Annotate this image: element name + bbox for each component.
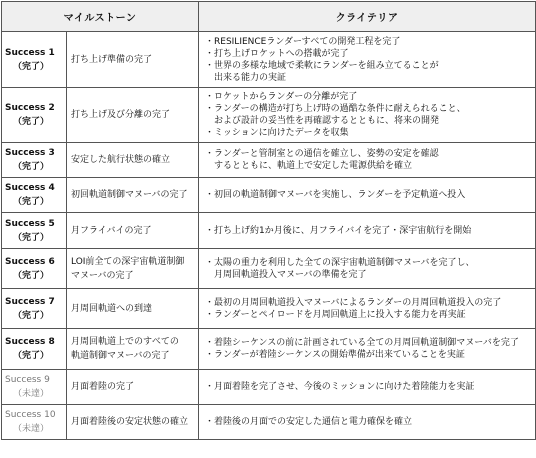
criteria-item: ・ランダーが着陸シーケンスの開始準備が出来ていることを実証 — [205, 350, 465, 360]
success-level-cell — [2, 143, 67, 178]
criteria-cell — [199, 329, 536, 370]
milestone-text: LOI前全ての深宇宙軌道制御 — [71, 256, 185, 267]
milestone-text: 初回軌道制御マヌーバの完了 — [71, 190, 188, 200]
success-level-cell — [2, 405, 67, 440]
criteria-item: ・月面着陸を完了させ、今後のミッションに向けた着陸能力を実証 — [205, 382, 475, 392]
status-badge: （完了） — [13, 270, 50, 281]
status-badge: （完了） — [13, 162, 50, 172]
status-badge: （完了） — [13, 232, 50, 243]
table-row — [2, 249, 536, 289]
milestone-text: 安定した航行状態の確立 — [71, 155, 171, 165]
milestone-cell — [67, 370, 199, 405]
criteria-column-header: クライテリア — [199, 2, 536, 32]
criteria-item: ・打ち上げロケットへの搭載が完了 — [205, 48, 349, 59]
success-level-label: Success 7 — [5, 296, 55, 307]
criteria-cell — [199, 249, 536, 289]
success-level-cell — [2, 289, 67, 329]
status-badge: （未達） — [13, 424, 50, 434]
success-level-label: Success 5 — [5, 218, 55, 229]
success-level-cell — [2, 88, 67, 143]
milestone-cell — [67, 213, 199, 249]
table-row — [2, 88, 536, 143]
status-badge: （未達） — [13, 389, 50, 399]
criteria-cell — [199, 405, 536, 440]
criteria-item: ・打ち上げ約1か月後に、月フライバイを完了・深宇宙航行を開始 — [205, 225, 472, 236]
success-level-cell — [2, 213, 67, 249]
success-level-label: Success 1 — [5, 47, 55, 58]
status-badge: （完了） — [13, 310, 50, 321]
criteria-item: ・太陽の重力を利用した全ての深宇宙軌道制御マヌーバを完了し、 — [205, 257, 475, 268]
milestone-cell — [67, 329, 199, 370]
table-row — [2, 289, 536, 329]
criteria-item: および設計の妥当性を再確認するとともに、将来の開発 — [214, 116, 440, 126]
status-badge: （完了） — [13, 351, 50, 361]
status-badge: （完了） — [13, 197, 50, 207]
criteria-cell — [199, 178, 536, 213]
success-level-cell — [2, 32, 67, 88]
table-row — [2, 32, 536, 88]
milestone-text: マヌーバの完了 — [71, 270, 134, 281]
criteria-item: ・着陸後の月面での安定した通信と電力確保を確立 — [205, 417, 413, 427]
table-row — [2, 370, 536, 405]
criteria-item: するとともに、軌道上で安定した電源供給を確立 — [214, 161, 413, 171]
milestone-text: 月面着陸の完了 — [71, 382, 135, 392]
success-level-label: Success 3 — [5, 148, 55, 158]
criteria-item: ・RESILIENCEランダーすべての開発工程を完了 — [205, 36, 401, 47]
milestone-text: 月面着陸後の安定状態の確立 — [71, 417, 189, 427]
table-header-row — [2, 2, 536, 32]
success-level-label: Success 2 — [5, 103, 55, 113]
milestone-text: 月周回軌道上でのすべての — [71, 337, 179, 347]
success-level-cell — [2, 370, 67, 405]
milestone-text: 打ち上げ準備の完了 — [71, 54, 153, 65]
milestone-column-header: マイルストーン — [2, 2, 199, 32]
criteria-cell — [199, 213, 536, 249]
success-level-label: Success 6 — [5, 256, 55, 267]
milestone-text: 月フライバイの完了 — [71, 225, 152, 236]
milestone-cell — [67, 143, 199, 178]
milestone-cell — [67, 289, 199, 329]
success-level-cell — [2, 178, 67, 213]
success-level-label: Success 8 — [5, 337, 55, 347]
success-level-cell — [2, 329, 67, 370]
table-body — [2, 32, 536, 440]
milestone-text: 打ち上げ及び分離の完了 — [71, 110, 171, 120]
criteria-cell — [199, 370, 536, 405]
table-row — [2, 329, 536, 370]
success-level-label: Success 10 — [5, 410, 56, 420]
milestone-cell — [67, 249, 199, 289]
criteria-cell — [199, 88, 536, 143]
milestone-criteria-table — [1, 1, 536, 440]
criteria-item: ・ランダーとペイロードを月周回軌道上に投入する能力を再実証 — [205, 309, 466, 320]
table-row — [2, 143, 536, 178]
criteria-item: ・ミッションに向けたデータを収集 — [205, 128, 349, 138]
criteria-cell — [199, 289, 536, 329]
table-row — [2, 405, 536, 440]
status-badge: （完了） — [13, 117, 50, 127]
status-badge: （完了） — [13, 61, 50, 72]
criteria-item: ・最初の月周回軌道投入マヌーバによるランダーの月周回軌道投入の完了 — [205, 297, 502, 308]
milestone-cell — [67, 405, 199, 440]
milestone-cell — [67, 178, 199, 213]
criteria-item: 月周回軌道投入マヌーバの準備を完了 — [214, 269, 367, 280]
criteria-item: ・着陸シーケンスの前に計画されている全ての月周回軌道制御マヌーバを完了 — [205, 338, 519, 348]
table-row — [2, 178, 536, 213]
success-level-label: Success 4 — [5, 183, 55, 193]
criteria-item: ・ロケットからランダーの分離が完了 — [205, 92, 358, 102]
criteria-item: ・ランダーの構造が打ち上げ時の過酷な条件に耐えられること、 — [205, 104, 466, 114]
criteria-item: ・ランダーと管制室との通信を確立し、姿勢の安定を確認 — [205, 149, 439, 159]
criteria-cell — [199, 32, 536, 88]
milestone-cell — [67, 32, 199, 88]
success-level-cell — [2, 249, 67, 289]
criteria-cell — [199, 143, 536, 178]
milestone-cell — [67, 88, 199, 143]
success-level-label: Success 9 — [5, 375, 50, 385]
table-row — [2, 213, 536, 249]
criteria-item: ・初回の軌道制御マヌーバを実施し、ランダーを予定軌道へ投入 — [205, 190, 466, 200]
milestone-text: 軌道制御マヌーバの完了 — [71, 351, 170, 361]
criteria-item: 出来る能力の実証 — [214, 72, 287, 83]
milestone-text: 月周回軌道への到達 — [71, 303, 153, 314]
criteria-item: ・世界の多様な地域で柔軟にランダーを組み立てることが — [205, 60, 439, 71]
